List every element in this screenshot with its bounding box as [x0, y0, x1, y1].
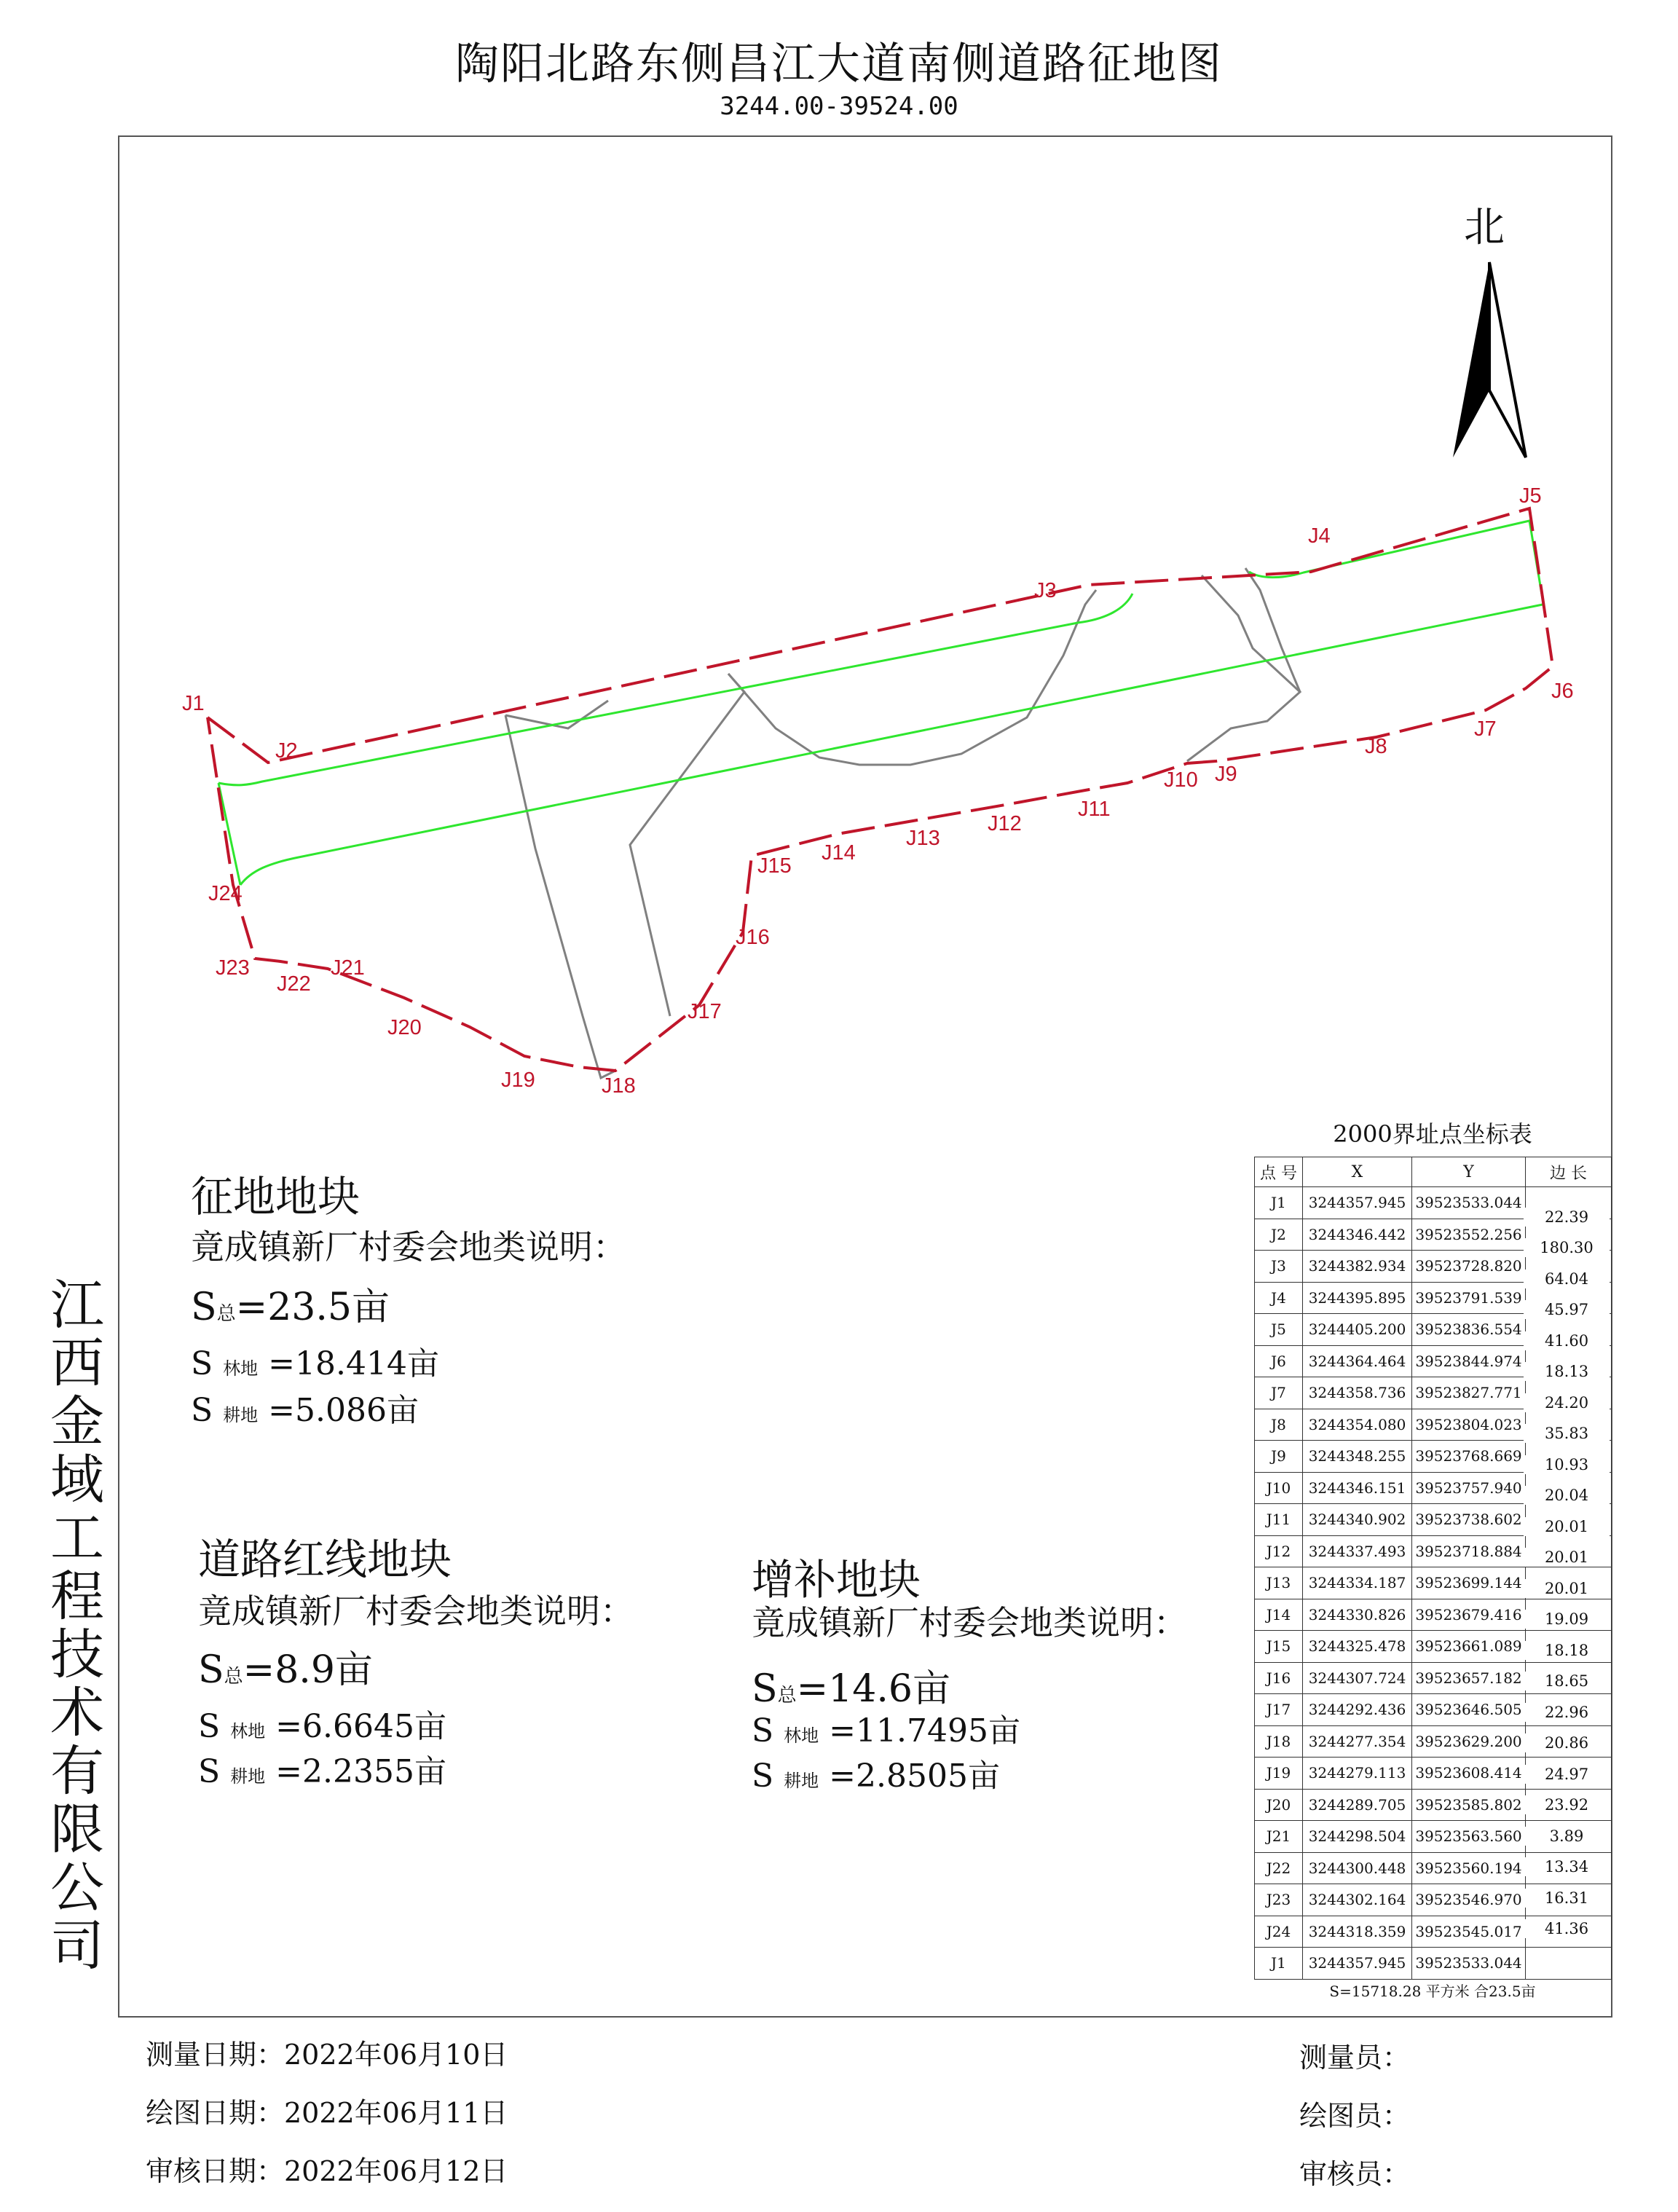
point-label-j6: J6 [1551, 680, 1574, 703]
edge-length: 10.93 [1524, 1455, 1610, 1474]
cell-x: 3244354.080 [1303, 1409, 1412, 1441]
cell-id: J2 [1255, 1219, 1303, 1251]
point-label-j19: J19 [501, 1068, 535, 1092]
block-zhengdi-area-total: S总=23.5亩 [191, 1286, 390, 1329]
cell-y: 39523827.771 [1412, 1377, 1526, 1409]
edge-length: 19.09 [1524, 1610, 1610, 1629]
point-label-j12: J12 [988, 812, 1022, 835]
cell-id: J9 [1255, 1441, 1303, 1473]
point-label-j3: J3 [1034, 579, 1057, 602]
point-label-j11: J11 [1078, 798, 1111, 821]
cell-id: J21 [1255, 1821, 1303, 1853]
cell-y: 39523545.017 [1412, 1916, 1526, 1948]
edge-length: 64.04 [1524, 1270, 1610, 1288]
block-zhengdi-area-forest: S 林地 =18.414亩 [191, 1345, 439, 1382]
edge-length: 180.30 [1524, 1238, 1610, 1257]
block-zhengdi-desc: 竟成镇新厂村委会地类说明： [191, 1227, 626, 1267]
cell-id: J22 [1255, 1852, 1303, 1884]
cell-y: 39523699.144 [1412, 1567, 1526, 1599]
cell-id: J18 [1255, 1725, 1303, 1758]
cell-x: 3244395.895 [1303, 1282, 1412, 1314]
cell-y: 39523679.416 [1412, 1599, 1526, 1631]
cell-x: 3244277.354 [1303, 1725, 1412, 1758]
point-label-j2: J2 [275, 739, 298, 763]
total-area-note: S=15718.28 平方米 合23.5亩 [1329, 1983, 1536, 2000]
point-label-j9: J9 [1215, 763, 1237, 786]
cell-y: 39523661.089 [1412, 1631, 1526, 1663]
edge-length: 18.13 [1524, 1362, 1610, 1381]
block-zengbu-area-forest: S 林地 =11.7495亩 [752, 1712, 1020, 1749]
point-label-j21: J21 [331, 956, 365, 980]
cell-x: 3244358.736 [1303, 1377, 1412, 1409]
cell-x: 3244330.826 [1303, 1599, 1412, 1631]
draw-date: 绘图日期：2022年06月11日 [146, 2097, 508, 2129]
block-daolu-area-total: S总=8.9亩 [198, 1648, 373, 1692]
cell-x: 3244279.113 [1303, 1758, 1412, 1790]
table-header-row [1255, 1157, 1612, 1187]
edge-length: 35.83 [1524, 1424, 1610, 1443]
cell-x: 3244300.448 [1303, 1852, 1412, 1884]
point-label-j18: J18 [602, 1074, 636, 1098]
cell-id: J5 [1255, 1314, 1303, 1346]
review-date: 审核日期：2022年06月12日 [146, 2155, 508, 2187]
cell-id: J10 [1255, 1472, 1303, 1504]
north-label: 北 [1464, 204, 1505, 251]
cell-x: 3244357.945 [1303, 1948, 1412, 1980]
cell-x: 3244357.945 [1303, 1187, 1412, 1219]
edge-length: 20.01 [1524, 1517, 1610, 1536]
block-daolu-desc: 竟成镇新厂村委会地类说明： [198, 1591, 634, 1631]
header-point-id: 点 号 [1255, 1157, 1303, 1187]
point-label-j8: J8 [1365, 735, 1387, 758]
cell-x: 3244325.478 [1303, 1631, 1412, 1663]
point-label-j20: J20 [387, 1016, 422, 1039]
cell-id: J4 [1255, 1282, 1303, 1314]
cell-id: J11 [1255, 1504, 1303, 1536]
cell-id: J1 [1255, 1948, 1303, 1980]
cell-x: 3244318.359 [1303, 1916, 1412, 1948]
cell-x: 3244298.504 [1303, 1821, 1412, 1853]
table-row [1255, 1948, 1612, 1980]
cell-y: 39523791.539 [1412, 1282, 1526, 1314]
edge-length: 20.04 [1524, 1486, 1610, 1505]
edge-length: 22.96 [1524, 1703, 1610, 1722]
header-y: Y [1412, 1157, 1526, 1187]
cell-id: J8 [1255, 1409, 1303, 1441]
point-label-j7: J7 [1474, 717, 1497, 741]
cell-edge-length-slot [1526, 1948, 1612, 1980]
header-x: X [1303, 1157, 1412, 1187]
cell-x: 3244340.902 [1303, 1504, 1412, 1536]
edge-length: 16.31 [1524, 1889, 1610, 1908]
cell-y: 39523629.200 [1412, 1725, 1526, 1758]
cell-y: 39523657.182 [1412, 1662, 1526, 1694]
cell-x: 3244337.493 [1303, 1535, 1412, 1567]
edge-length: 20.86 [1524, 1733, 1610, 1752]
cell-id: J3 [1255, 1251, 1303, 1283]
edge-length: 3.89 [1524, 1827, 1610, 1846]
block-zengbu-area-total: S总=14.6亩 [752, 1667, 950, 1711]
point-label-j10: J10 [1164, 768, 1198, 792]
point-label-j17: J17 [688, 1000, 722, 1023]
cell-id: J24 [1255, 1916, 1303, 1948]
cell-id: J13 [1255, 1567, 1303, 1599]
cell-x: 3244364.464 [1303, 1345, 1412, 1377]
block-daolu-area-farm: S 耕地 =2.2355亩 [198, 1753, 446, 1790]
cell-y: 39523608.414 [1412, 1758, 1526, 1790]
surveyor-label: 测量员： [1299, 2042, 1411, 2074]
point-label-j5: J5 [1519, 484, 1542, 508]
block-zhengdi-title: 征地地块 [191, 1172, 361, 1221]
point-label-j22: J22 [277, 972, 311, 996]
edge-length: 20.01 [1524, 1579, 1610, 1598]
edge-length: 45.97 [1524, 1300, 1610, 1319]
map-sheet-number: 3244.00-39524.00 [720, 92, 958, 121]
point-label-j24: J24 [208, 882, 243, 905]
cell-x: 3244307.724 [1303, 1662, 1412, 1694]
point-label-j23: J23 [216, 956, 250, 980]
cell-y: 39523646.505 [1412, 1694, 1526, 1726]
cell-y: 39523533.044 [1412, 1187, 1526, 1219]
road-lines [218, 521, 1543, 885]
cell-id: J19 [1255, 1758, 1303, 1790]
cell-x: 3244334.187 [1303, 1567, 1412, 1599]
edge-length: 41.60 [1524, 1331, 1610, 1350]
cell-y: 39523738.602 [1412, 1504, 1526, 1536]
header-edge-length: 边 长 [1526, 1157, 1612, 1187]
cell-id: J16 [1255, 1662, 1303, 1694]
point-label-j1: J1 [182, 692, 205, 715]
block-zengbu-area-farm: S 耕地 =2.8505亩 [752, 1758, 1000, 1795]
cell-id: J7 [1255, 1377, 1303, 1409]
cell-y: 39523718.884 [1412, 1535, 1526, 1567]
edge-length: 18.65 [1524, 1672, 1610, 1691]
cell-id: J17 [1255, 1694, 1303, 1726]
boundary-line [208, 508, 1553, 1071]
coordinate-table-title: 2000界址点坐标表 [1333, 1120, 1532, 1148]
block-zhengdi-area-farm: S 耕地 =5.086亩 [191, 1392, 419, 1429]
cell-y: 39523546.970 [1412, 1884, 1526, 1916]
edge-length: 41.36 [1524, 1919, 1610, 1938]
map-title: 陶阳北路东侧昌江大道南侧道路征地图 [455, 39, 1223, 90]
cell-id: J15 [1255, 1631, 1303, 1663]
cell-x: 3244292.436 [1303, 1694, 1412, 1726]
cell-x: 3244382.934 [1303, 1251, 1412, 1283]
cell-y: 39523844.974 [1412, 1345, 1526, 1377]
cell-x: 3244302.164 [1303, 1884, 1412, 1916]
cell-y: 39523804.023 [1412, 1409, 1526, 1441]
edge-length: 18.18 [1524, 1641, 1610, 1660]
block-daolu-area-forest: S 林地 =6.6645亩 [198, 1708, 446, 1745]
boundary-point-labels [182, 484, 1574, 1098]
block-zengbu-title: 增补地块 [752, 1555, 921, 1605]
point-label-j13: J13 [906, 827, 940, 850]
cell-x: 3244346.442 [1303, 1219, 1412, 1251]
cell-id: J23 [1255, 1884, 1303, 1916]
cell-y: 39523836.554 [1412, 1314, 1526, 1346]
company-name: 江 西 金 域 工 程 技 术 有 限 公 司 [50, 1274, 104, 1977]
cell-y: 39523560.194 [1412, 1852, 1526, 1884]
point-label-j4: J4 [1308, 524, 1331, 548]
north-arrow-icon [1453, 262, 1526, 457]
cell-id: J20 [1255, 1789, 1303, 1821]
block-daolu-title: 道路红线地块 [198, 1535, 452, 1584]
cell-x: 3244348.255 [1303, 1441, 1412, 1473]
cell-y: 39523585.802 [1412, 1789, 1526, 1821]
edge-length: 20.01 [1524, 1548, 1610, 1567]
block-zengbu-desc: 竟成镇新厂村委会地类说明： [752, 1603, 1187, 1642]
cell-x: 3244405.200 [1303, 1314, 1412, 1346]
point-label-j16: J16 [736, 926, 770, 949]
cell-x: 3244346.151 [1303, 1472, 1412, 1504]
cell-y: 39523757.940 [1412, 1472, 1526, 1504]
point-label-j14: J14 [822, 841, 856, 865]
edge-length: 13.34 [1524, 1857, 1610, 1876]
edge-length: 22.39 [1524, 1208, 1610, 1227]
cell-id: J1 [1255, 1187, 1303, 1219]
cell-y: 39523728.820 [1412, 1251, 1526, 1283]
edge-length: 24.97 [1524, 1765, 1610, 1784]
cell-y: 39523768.669 [1412, 1441, 1526, 1473]
reviewer-label: 审核员： [1299, 2158, 1411, 2190]
edge-length: 24.20 [1524, 1393, 1610, 1412]
cell-id: J14 [1255, 1599, 1303, 1631]
point-label-j15: J15 [757, 854, 792, 878]
edge-length: 23.92 [1524, 1795, 1610, 1814]
cell-id: J12 [1255, 1535, 1303, 1567]
cell-y: 39523563.560 [1412, 1821, 1526, 1853]
survey-date: 测量日期：2022年06月10日 [146, 2039, 508, 2071]
cell-y: 39523552.256 [1412, 1219, 1526, 1251]
cell-id: J6 [1255, 1345, 1303, 1377]
cell-x: 3244289.705 [1303, 1789, 1412, 1821]
cell-y: 39523533.044 [1412, 1948, 1526, 1980]
drafter-label: 绘图员： [1299, 2100, 1411, 2132]
